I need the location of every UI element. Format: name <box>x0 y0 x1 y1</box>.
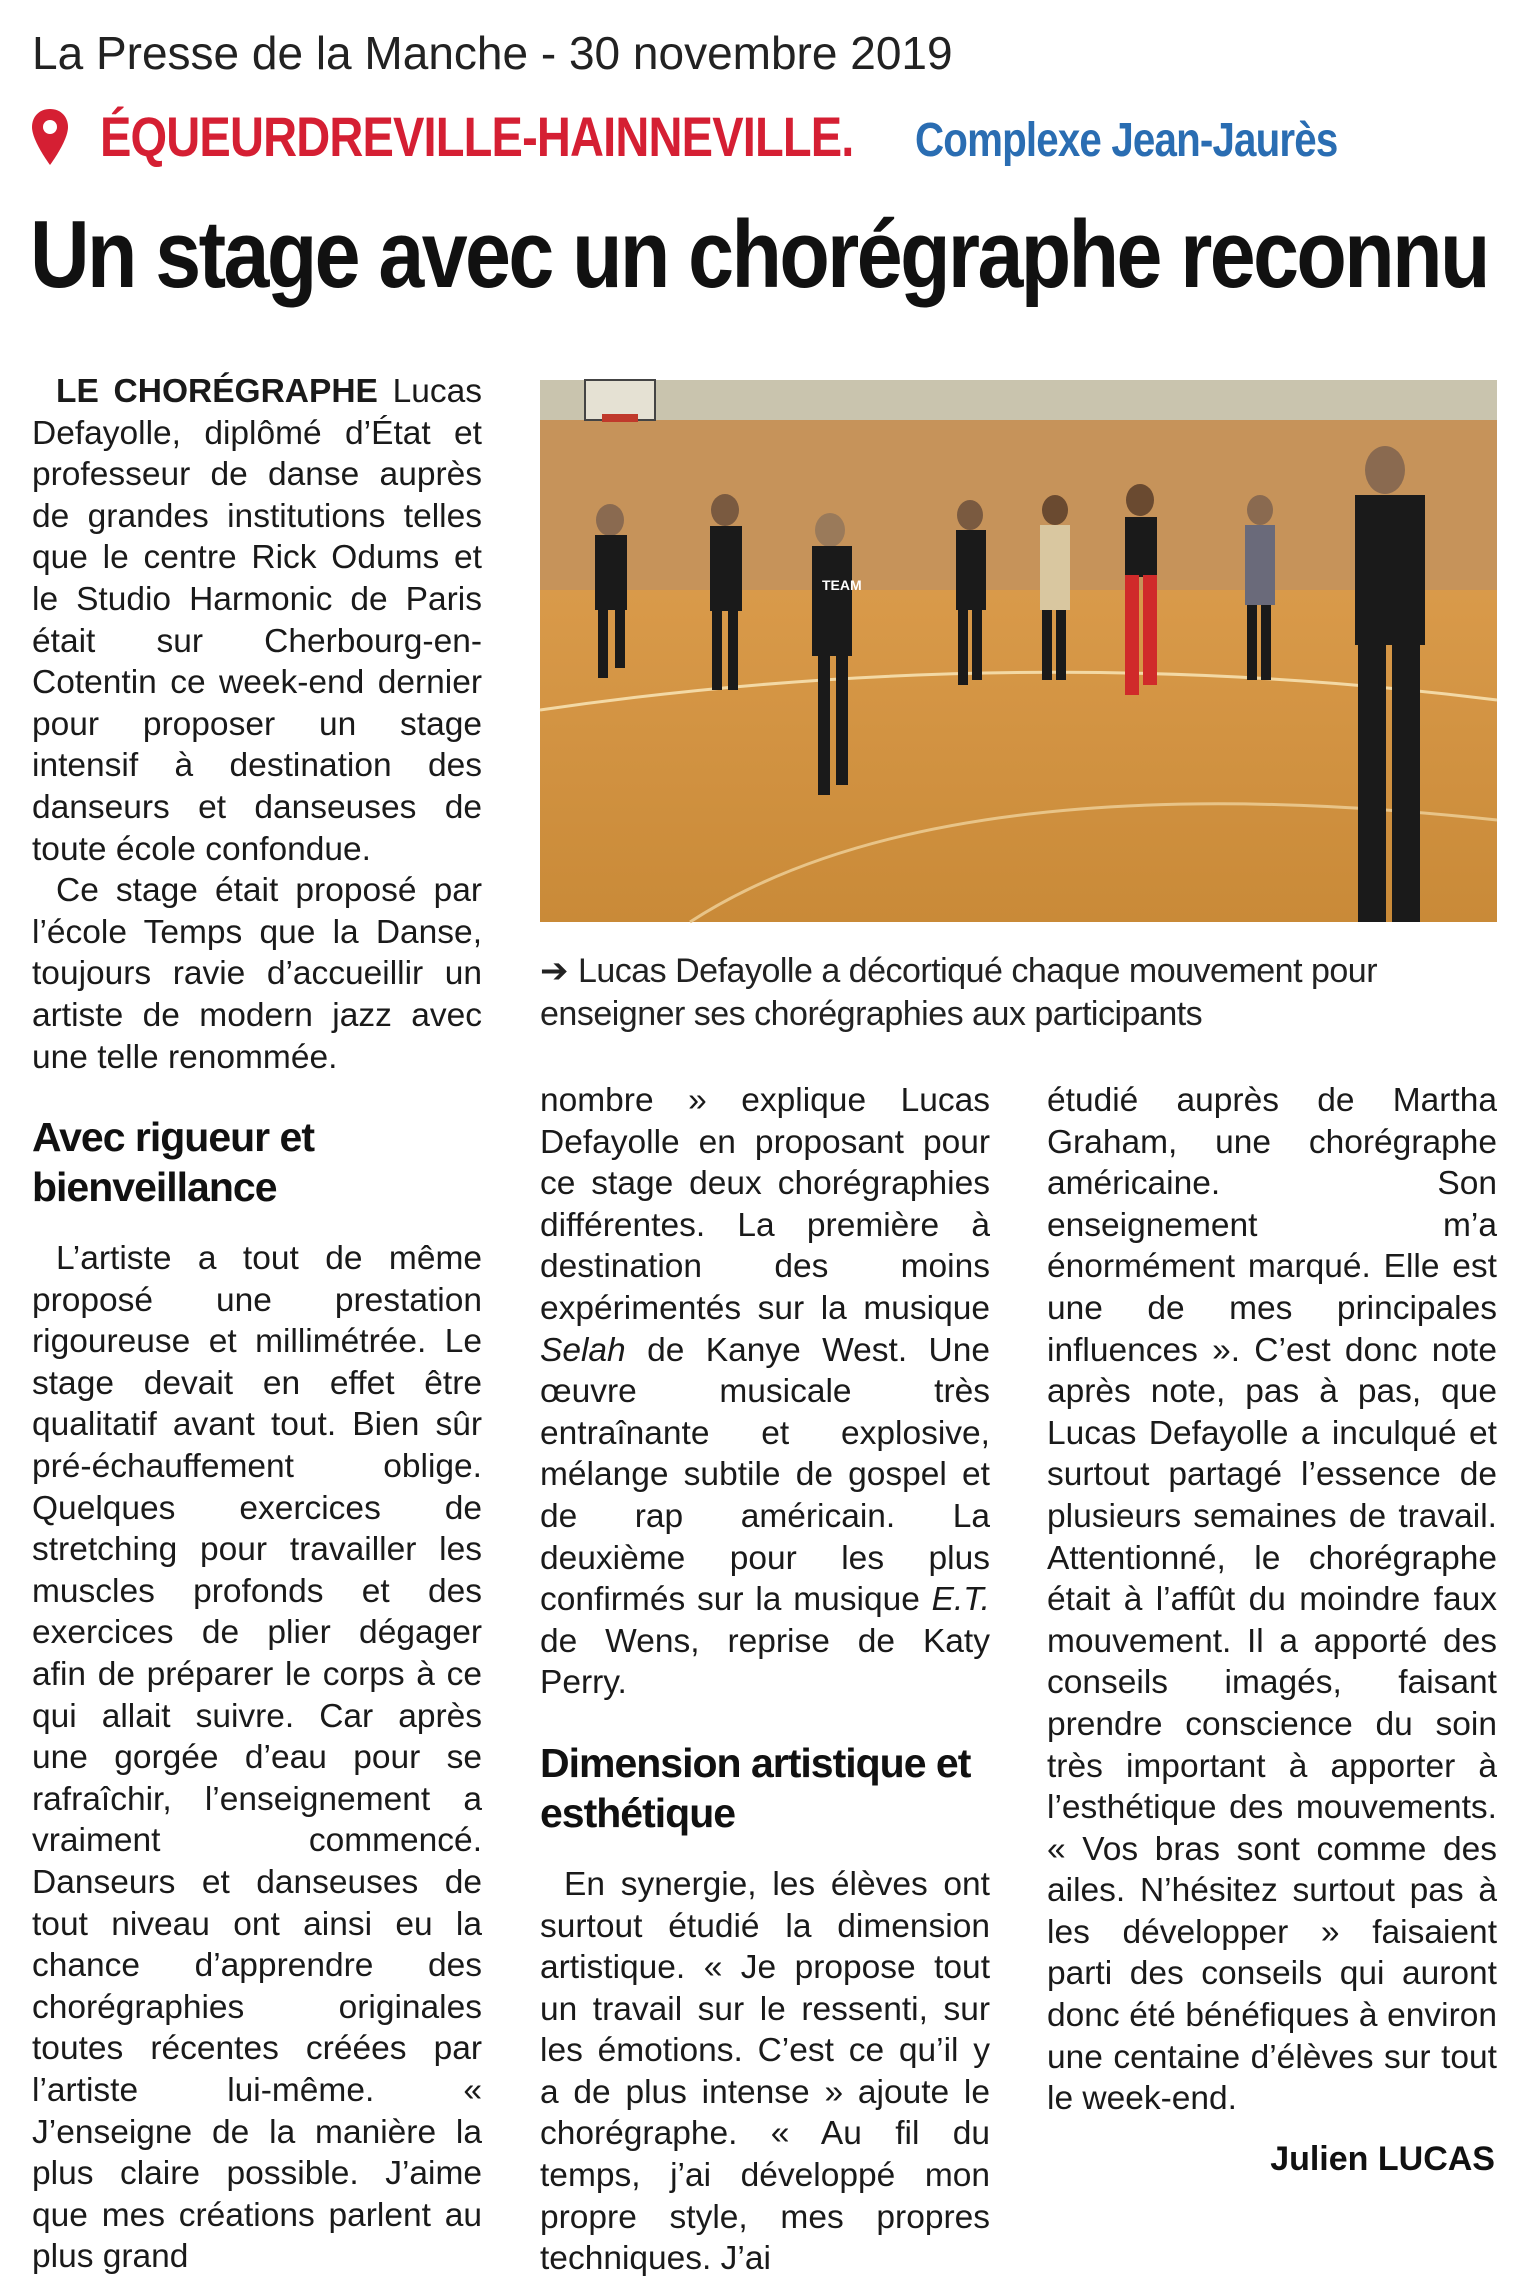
byline: Julien LUCAS <box>1270 2140 1495 2178</box>
location-venue: Complexe Jean-Jaurès <box>915 114 1338 167</box>
section2-paragraph: En synergie, les élèves ont surtout étudié la dimension artistique. « Je propose tout un travail sur le ressenti, sur les émotions. C’est ce qu’il y a de plus intense » ajoute le chorégraphe. « Au fil du temps, j’ai développé mon propre style, mes propres techniques. J’ai <box>540 1865 990 2278</box>
song-title-selah: Selah <box>540 1331 626 1369</box>
col2-text-c: de Wens, reprise de Katy Perry. <box>540 1622 990 1702</box>
shirt-text: TEAM <box>822 577 862 593</box>
lead-in: LE CHORÉGRAPHE <box>56 373 378 410</box>
article-column-3 <box>1047 1080 1497 2120</box>
col2-text-a: nombre » explique Lucas Defayolle en proposant pour ce stage deux chorégraphies différentes. La première à destination des moins expérimentés sur la musique <box>540 1082 990 1327</box>
intro-paragraph <box>32 371 482 870</box>
caption-text: Lucas Defayolle a décortiqué chaque mouvement pour enseigner ses chorégraphies aux participants <box>540 952 1378 1033</box>
col3-paragraph: étudié auprès de Martha Graham, une chorégraphe américaine. Son enseignement m’a énormément marqué. Elle est une de mes principales influences ». C’est donc note après note, pas à pas, que Lucas Defayolle a inculqué et surtout partagé l’essence de plusieurs semaines de travail. Attentionné, le chorégraphe était à l’affût du moindre faux mouvement. Il a apporté des conseils imagés, faisant prendre conscience du soin très important à apporter à l’esthétique des mouvements. « Vos bras sont comme des ailes. N’hésitez surtout pas à les développer » faisaient parti des conseils qui auront donc été bénéfiques à environ une centaine d’élèves sur tout le week-end. <box>1047 1082 1497 2118</box>
arrow-right-icon: ➔ <box>540 952 569 990</box>
intro-text: Lucas Defayolle, diplômé d’État et professeur de danse auprès de grandes institutions telles que le centre Rick Odums et le Studio Harmonic de Paris était sur Cherbourg-en-Cotentin ce week-end dernier pour proposer un stage intensif à destination des danseurs et danseuses de toute école confondue. <box>32 373 482 868</box>
section1-paragraph: L’artiste a tout de même proposé une prestation rigoureuse et millimétrée. Le stage devait en effet être qualitatif avant tout. Bien sûr pré-échauffement oblige. Quelques exercices de stretching pour travailler les muscles profonds et des exercices de plier dégager afin de préparer le corps à ce qui allait suivre. Car après une gorgée d’eau pour se rafraîchir, l’enseignement a vraiment commencé. Danseurs et danseuses de tout niveau ont ainsi eu la chance d’apprendre des chorégraphies originales toutes récentes créées par l’artiste lui-même. « J’enseigne de la manière la plus claire possible. J’aime que mes créations parlent au plus grand <box>32 1240 482 2276</box>
headline: Un stage avec un chorégraphe reconnu <box>30 201 1488 308</box>
article-photo <box>540 380 1497 922</box>
location-header <box>30 104 1418 169</box>
col2-text-b: de Kanye West. Une œuvre musicale très entraînante et explosive, mélange subtile de gospel et de rap américain. La deuxième pour les plus confirmés sur la musique <box>540 1331 990 1619</box>
section-heading-1: Avec rigueur et bienveillance <box>32 1114 314 1211</box>
col2-paragraph <box>540 1080 990 1704</box>
article-column-2 <box>540 1080 990 2280</box>
song-title-et: E.T. <box>931 1581 990 1619</box>
publication-source: La Presse de la Manche - 30 novembre 2019 <box>32 27 953 79</box>
photo-caption <box>540 950 1497 1036</box>
map-pin-icon <box>30 107 70 167</box>
dance-class-photo <box>540 380 1497 922</box>
article-column-1 <box>32 371 482 2278</box>
section-heading-2: Dimension artistique et esthétique <box>540 1739 971 1836</box>
intro-paragraph-2: Ce stage était proposé par l’école Temps que la Danse, toujours ravie d’accueillir un artiste de modern jazz avec une telle renommée. <box>32 872 482 1076</box>
location-place: ÉQUEURDREVILLE-HAINNEVILLE. <box>100 105 854 168</box>
